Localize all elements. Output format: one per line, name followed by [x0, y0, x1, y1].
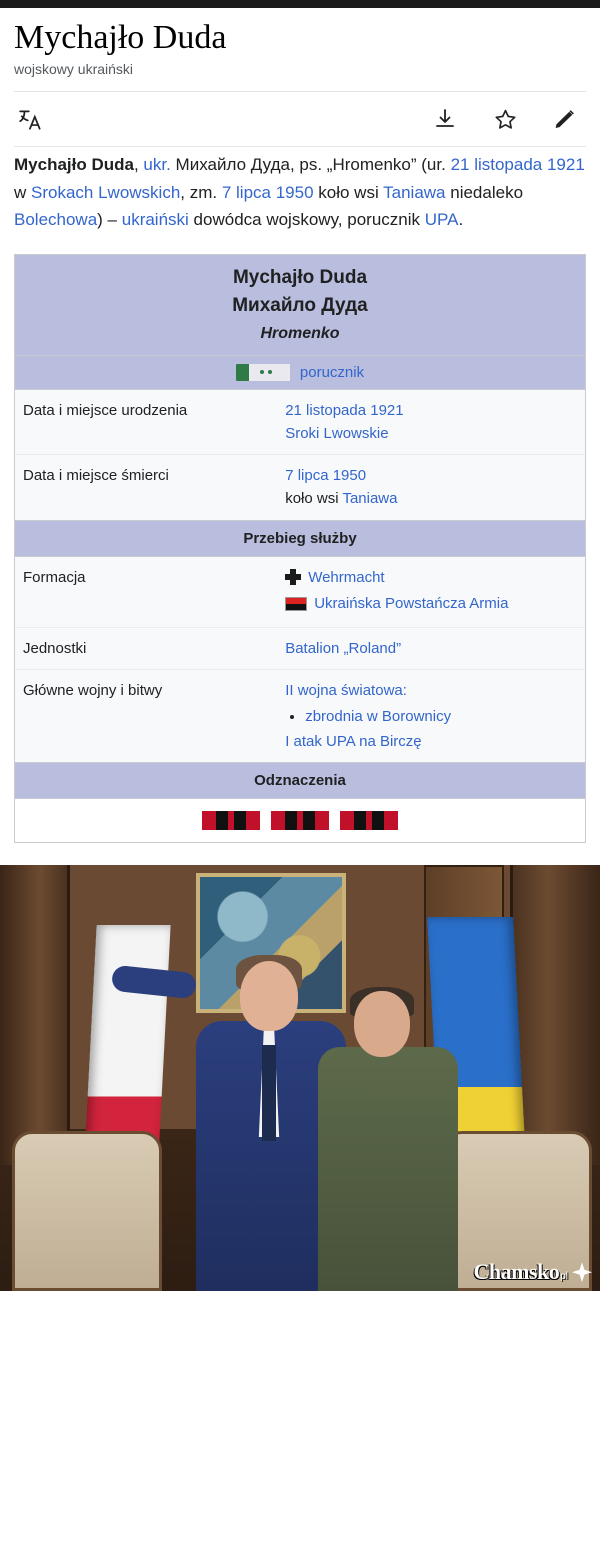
infobox-nickname: Hromenko	[15, 323, 585, 355]
link-org-upa[interactable]: UPA	[424, 210, 459, 230]
lead-t1: ,	[133, 155, 144, 175]
infobox-rank-link[interactable]: porucznik	[299, 363, 365, 381]
row-value-formation	[277, 556, 585, 628]
photo-image	[0, 865, 600, 1291]
row-label-formation: Formacja	[15, 556, 277, 628]
lead-t6: niedaleko	[445, 182, 524, 202]
armchair-left	[12, 1131, 162, 1291]
formation-upa-link[interactable]: Ukraińska Powstańcza Armia	[314, 594, 509, 612]
lead-t2: Михайло Дуда, ps. „Hromenko” (ur.	[170, 155, 451, 175]
table-row	[15, 556, 585, 628]
article-toolbar	[14, 92, 586, 146]
watermark	[473, 1259, 592, 1285]
toolbar-right-group	[430, 104, 584, 134]
download-icon[interactable]	[430, 104, 460, 134]
table-row	[15, 389, 585, 455]
row-value-units	[277, 628, 585, 670]
death-place-link[interactable]: Taniawa	[342, 490, 398, 508]
lead-t8: dowódca wojskowy, porucznik	[188, 210, 425, 230]
link-ukr[interactable]: ukr.	[143, 155, 171, 175]
star-icon[interactable]	[490, 104, 520, 134]
table-row	[15, 455, 585, 521]
browser-top-bar	[0, 0, 600, 8]
rank-insignia-icon	[236, 364, 290, 381]
formation-upa	[285, 592, 577, 615]
medal-ribbon-3	[340, 811, 398, 830]
row-label-wars: Główne wojny i bitwy	[15, 670, 277, 763]
row-value-wars	[277, 670, 585, 763]
wall-panel-left	[0, 865, 70, 1165]
watermark-text: Chamsko	[473, 1259, 560, 1285]
page-subtitle: wojskowy ukraiński	[14, 61, 134, 78]
lead-paragraph	[14, 151, 586, 234]
pencil-icon[interactable]	[550, 104, 580, 134]
row-value-death	[277, 455, 585, 521]
link-death-place[interactable]: Taniawa	[383, 182, 446, 202]
row-value-birth	[277, 389, 585, 455]
necktie	[262, 1045, 276, 1141]
medals-row	[15, 798, 585, 842]
infobox-name-pl: Mychajło Duda	[15, 255, 585, 293]
link-birth-date[interactable]: 21 listopada 1921	[450, 155, 585, 175]
birth-date-link[interactable]: 21 listopada 1921	[285, 401, 404, 419]
section-header-service: Przebieg służby	[15, 520, 585, 556]
page-title: Mychajło Duda	[14, 19, 227, 56]
section-header-row	[15, 520, 585, 556]
face	[240, 961, 298, 1031]
formation-wehrmacht	[285, 566, 577, 589]
list-item	[305, 705, 577, 728]
link-nationality[interactable]: ukraiński	[121, 210, 189, 230]
lead-t5: koło wsi	[313, 182, 384, 202]
language-icon[interactable]	[16, 104, 46, 134]
units-link[interactable]: Batalion „Roland”	[285, 640, 402, 658]
toolbar-left-group	[16, 104, 46, 134]
infobox-name-uk: Михайло Дуда	[15, 293, 585, 323]
row-label-birth: Data i miejsce urodzenia	[15, 389, 277, 455]
table-row	[15, 670, 585, 763]
row-label-death: Data i miejsce śmierci	[15, 455, 277, 521]
lead-t4: , zm.	[180, 182, 222, 202]
birth-place-link[interactable]: Sroki Lwowskie	[285, 424, 389, 442]
row-label-units: Jednostki	[15, 628, 277, 670]
watermark-star-icon	[572, 1262, 592, 1282]
lead-t7: ) –	[97, 210, 122, 230]
lead-t9: .	[458, 210, 464, 230]
war-ww2-link[interactable]: II wojna światowa:	[285, 682, 407, 700]
watermark-subtext: pl	[560, 1271, 568, 1283]
olive-shirt	[318, 1047, 458, 1291]
link-near-place[interactable]: Bolechowa	[14, 210, 98, 230]
death-date-link[interactable]: 7 lipca 1950	[285, 467, 367, 485]
infobox-table	[15, 389, 585, 799]
war-borownica-link[interactable]: zbrodnia w Borownicy	[305, 707, 452, 725]
formation-wehrmacht-link[interactable]: Wehrmacht	[308, 568, 385, 586]
balkenkreuz-icon	[285, 569, 301, 585]
section-header-row	[15, 763, 585, 799]
divider-2	[14, 146, 586, 147]
medal-ribbon-1	[202, 811, 260, 830]
article-container	[0, 18, 600, 843]
link-birth-place[interactable]: Srokach Lwowskich	[31, 182, 181, 202]
face	[354, 991, 410, 1057]
infobox-rank-row	[15, 355, 585, 389]
table-row	[15, 628, 585, 670]
medal-ribbon-2	[271, 811, 329, 830]
person-in-military-shirt	[318, 991, 458, 1291]
lead-subject-name: Mychajło Duda	[14, 155, 134, 175]
war-bircza-link[interactable]: I atak UPA na Birczę	[285, 732, 422, 750]
death-place-text: koło wsi Taniawa	[285, 490, 398, 508]
section-header-awards: Odznaczenia	[15, 763, 585, 799]
war-bullet-list	[285, 705, 577, 728]
upa-flag-icon	[285, 597, 307, 611]
infobox	[14, 254, 586, 844]
lead-t3: w	[14, 182, 31, 202]
link-death-date[interactable]: 7 lipca 1950	[221, 182, 314, 202]
